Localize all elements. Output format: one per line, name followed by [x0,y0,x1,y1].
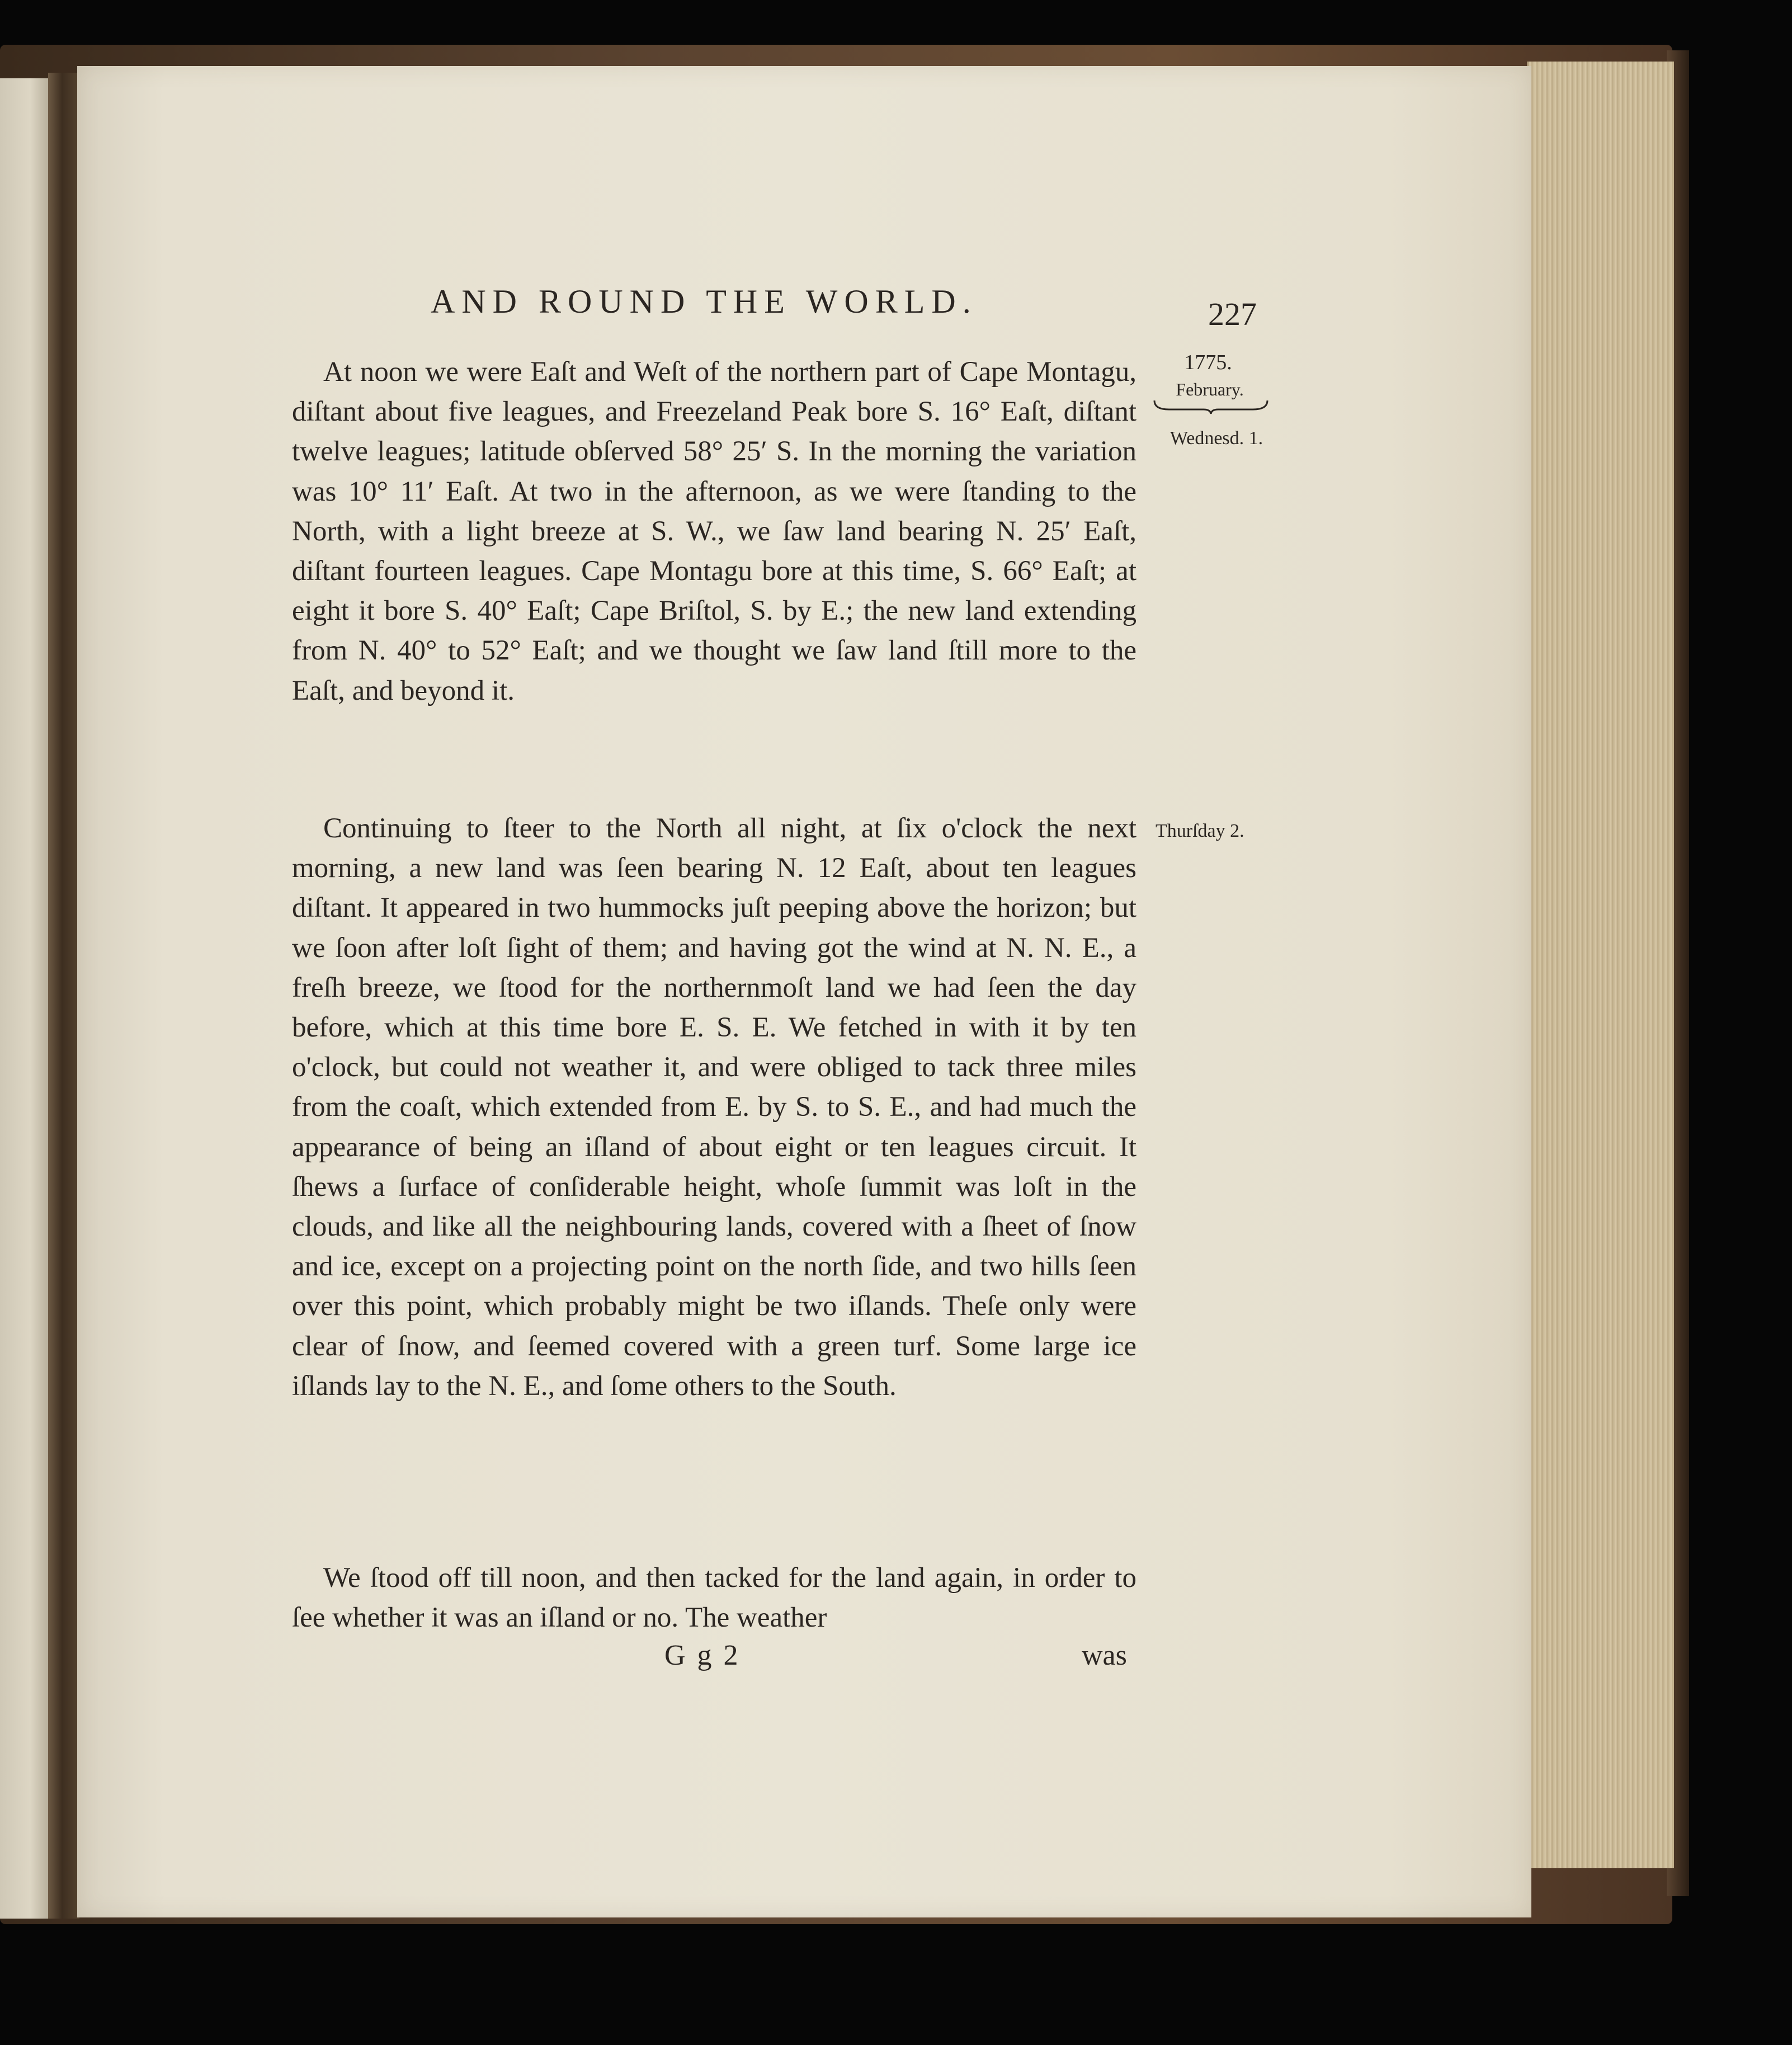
paragraph-1: At noon we were Eaſt and Weſt of the northern part of Cape Montagu, diſtant about five leagues, and Freezeland Peak bore S. 16° Eaſt, diſtant twelve leagues; latitude obſerved 58° 25′ S. In the morning the variation was 10° 11′ Eaſt. At two in the afternoon, as we were ſtanding to the North, with a light breeze at S. W., we ſaw land bearing N. 25′ Eaſt, diſtant fourteen leagues. Cape Montagu bore at this time, S. 66° Eaſt; at eight it bore S. 40° Eaſt; Cape Briſtol, S. by E.; the new land extending from N. 40° to 52° Eaſt; and we thought we ſaw land ſtill more to the Eaſt, and beyond it. [292,356,1136,706]
margin-brace [1152,398,1270,415]
book-gutter [48,73,79,1919]
margin-day-thursday: Thurſday 2. [1156,821,1244,841]
page-fore-edge [1527,62,1674,1868]
paragraph-3: We ſtood off till noon, and then tacked for the land again, in order to ſee whether it was an iſland or no. The weather [292,1562,1136,1634]
paragraph-2: Continuing to ſteer to the North all night, at ſix o'clock the next morning, a new land was ſeen bearing N. 12 Eaſt, about ten leagues diſtant. It appeared in two hummocks juſt peeping above the horizon; but we ſoon after loſt ſight of them; and having got the wind at N. N. E., a freſh breeze, we ſtood for the northernmoſt land we had ſeen the day before, which at this time bore E. S. E. We fetched in with it by ten o'clock, but could not weather it, and were obliged to tack three miles from the coaſt, which extended from E. by S. to S. E., and had much the appearance of being an iſland of about eight or ten leagues circuit. It ſhews a ſurface of conſiderable height, whoſe ſummit was loſt in the clouds, and like all the neighbouring lands, covered with a ſheet of ſnow and ice, except on a projecting point on the north ſide, and two hills ſeen over this point, which probably might be two iſlands. Theſe only were clear of ſnow, and ſeemed covered with a green turf. Some large ice iſlands lay to the N. E., and ſome others to the South. [292,813,1136,1402]
page-number: 227 [1208,296,1257,332]
running-head: AND ROUND THE WORLD. [431,283,978,320]
margin-month: February. [1176,379,1244,399]
margin-day-wednesday: Wednesd. 1. [1169,428,1263,449]
signature-mark: G g 2 [664,1639,741,1671]
left-page-edge [0,78,50,1919]
catchword: was [1082,1639,1127,1671]
margin-year: 1775. [1184,351,1232,374]
